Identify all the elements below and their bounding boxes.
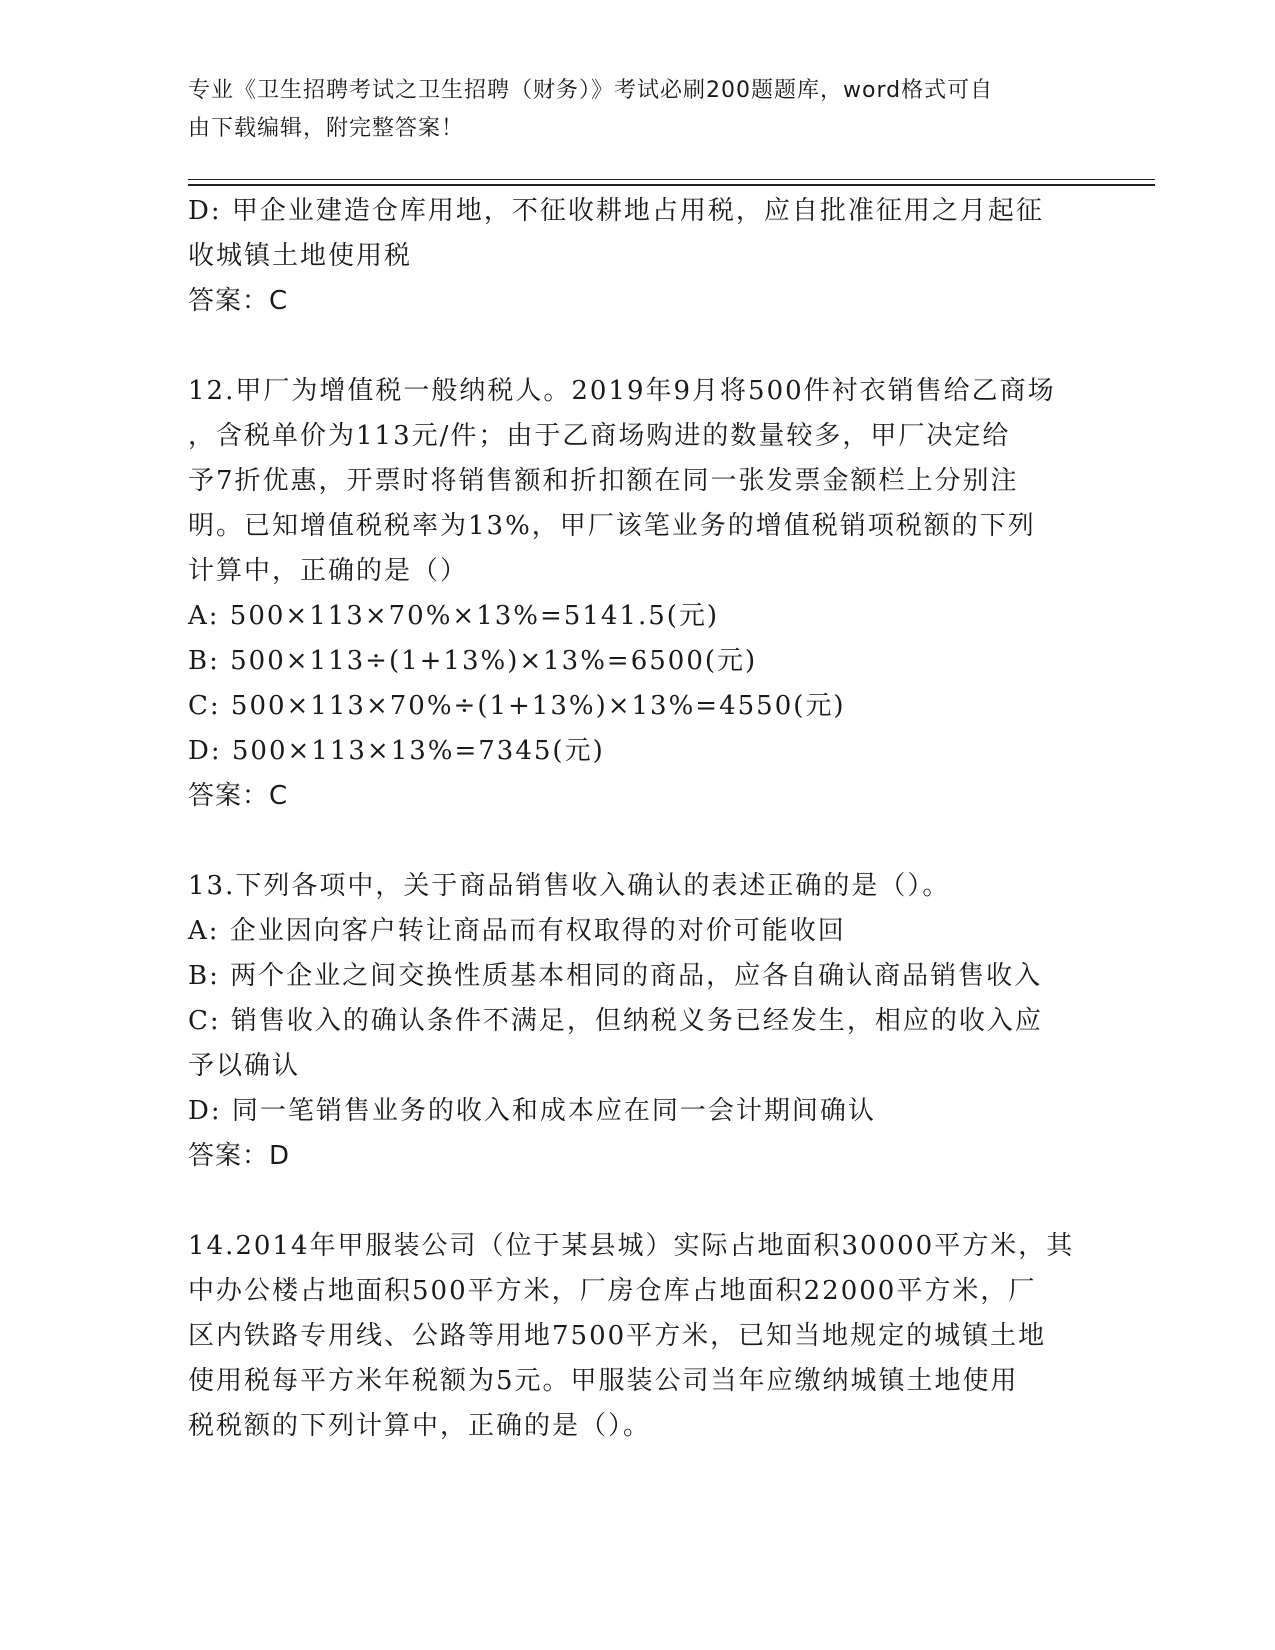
q12-stem-line-5: 计算中，正确的是（）: [188, 556, 469, 586]
q11-option-d-line-1: D: 甲企业建造仓库用地，不征收耕地占用税，应自批准征用之月起征: [188, 196, 1044, 226]
header-rule-thick: [188, 184, 1155, 186]
q12-stem-line-4: 明。已知增值税税率为13%，甲厂该笔业务的增值税销项税额的下列: [188, 511, 1036, 541]
q13-stem-line-1: 13.下列各项中，关于商品销售收入确认的表述正确的是（）。: [188, 871, 951, 901]
q13-option-d: D: 同一笔销售业务的收入和成本应在同一会计期间确认: [188, 1096, 876, 1126]
spacer: [188, 819, 1088, 864]
spacer: [188, 1179, 1088, 1224]
question-13: [188, 864, 1088, 1179]
question-11-tail: [188, 189, 1088, 324]
document-header: [188, 72, 1088, 148]
q14-stem-line-1: 14.2014年甲服装公司（位于某县城）实际占地面积30000平方米，其: [188, 1231, 1075, 1261]
header-rule-thin: [188, 179, 1155, 180]
q11-option-d-line-2: 收城镇土地使用税: [188, 241, 413, 271]
q13-option-c-line-2: 予以确认: [188, 1051, 301, 1081]
q13-option-a: A: 企业因向客户转让商品而有权取得的对价可能收回: [188, 916, 846, 946]
q13-answer: 答案：D: [188, 1141, 291, 1171]
question-content: [188, 189, 1088, 1449]
q12-option-a: A: 500×113×70%×13%=5141.5(元): [188, 601, 720, 631]
q12-option-b: B: 500×113÷(1+13%)×13%=6500(元): [188, 646, 758, 676]
q12-stem-line-1: 12.甲厂为增值税一般纳税人。2019年9月将500件衬衣销售给乙商场: [188, 376, 1056, 406]
q13-option-b: B: 两个企业之间交换性质基本相同的商品，应各自确认商品销售收入: [188, 961, 1043, 991]
q14-stem-line-2: 中办公楼占地面积500平方米，厂房仓库占地面积22000平方米，厂: [188, 1276, 1037, 1306]
q12-stem-line-3: 予7折优惠，开票时将销售额和折扣额在同一张发票金额栏上分别注: [188, 466, 1019, 496]
q14-stem-line-3: 区内铁路专用线、公路等用地7500平方米，已知当地规定的城镇土地: [188, 1321, 1047, 1351]
q12-answer: 答案：C: [188, 781, 289, 811]
spacer: [188, 324, 1088, 369]
q12-option-d: D: 500×113×13%=7345(元): [188, 736, 605, 766]
q13-option-c-line-1: C: 销售收入的确认条件不满足，但纳税义务已经发生，相应的收入应: [188, 1006, 1043, 1036]
q11-answer: 答案：C: [188, 286, 289, 316]
q12-option-c: C: 500×113×70%÷(1+13%)×13%=4550(元): [188, 691, 846, 721]
question-12: [188, 369, 1088, 819]
header-line-2: 由下载编辑，附完整答案！: [188, 116, 465, 141]
question-14: [188, 1224, 1088, 1449]
q14-stem-line-4: 使用税每平方米年税额为5元。甲服装公司当年应缴纳城镇土地使用: [188, 1366, 1019, 1396]
q12-stem-line-2: ，含税单价为113元/件；由于乙商场购进的数量较多，甲厂决定给: [188, 421, 1011, 451]
header-line-1: 专业《卫生招聘考试之卫生招聘（财务）》考试必刷200题题库，word格式可自: [188, 78, 994, 103]
q14-stem-line-5: 税税额的下列计算中，正确的是（）。: [188, 1411, 652, 1441]
